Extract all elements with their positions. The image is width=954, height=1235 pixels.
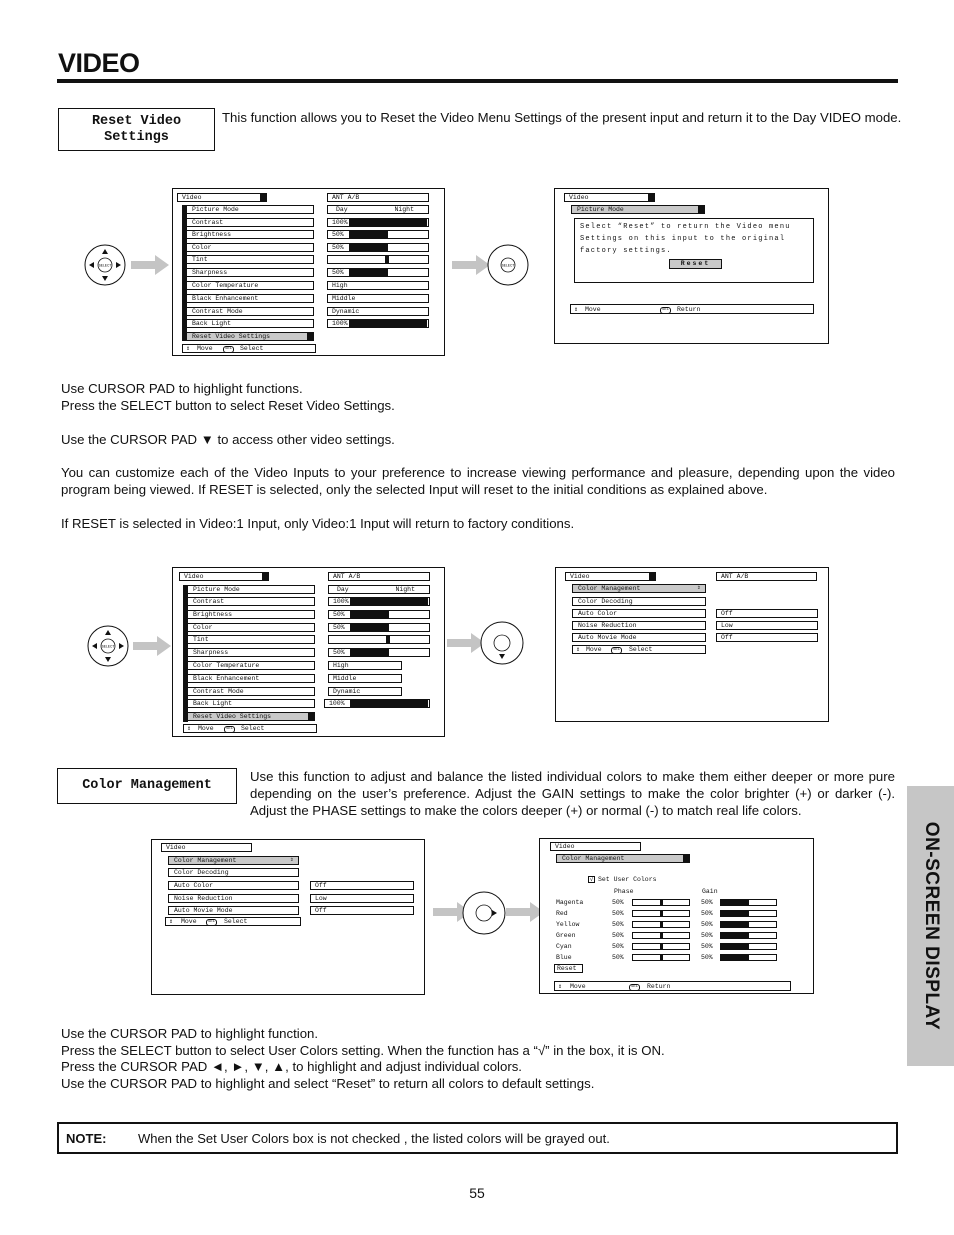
dropdown-arrow-icon xyxy=(698,205,705,214)
user-color-name: Blue xyxy=(556,954,572,961)
user-color-name: Magenta xyxy=(556,899,584,906)
menu-title: Video xyxy=(161,843,252,852)
back-light-value: 100% xyxy=(327,319,429,328)
cursor-pad-right xyxy=(462,891,506,935)
menu-item-color-temperature[interactable]: Color Temperature xyxy=(186,281,314,290)
sel-badge: SEL xyxy=(631,985,639,989)
set-user-colors-label: Set User Colors xyxy=(598,876,657,883)
move-label: Move xyxy=(198,725,214,732)
menu-item-auto-color[interactable]: Auto Color xyxy=(572,609,706,618)
menu-item-auto-movie-mode[interactable]: Auto Movie Mode xyxy=(168,906,299,915)
menu-item-sharpness[interactable]: Sharpness xyxy=(186,268,314,277)
menu-item-black-enhancement[interactable]: Black Enhancement xyxy=(187,674,315,683)
user-color-gain-value: 50% xyxy=(701,899,713,906)
menu-item-black-enhancement[interactable]: Black Enhancement xyxy=(186,294,314,303)
osd-screen-color-menu xyxy=(555,567,829,722)
cursor-pad-down xyxy=(480,621,524,665)
user-color-phase-value: 50% xyxy=(612,943,624,950)
brightness-bar xyxy=(349,231,388,238)
contrast-value: 100% xyxy=(328,597,430,606)
menu-title: Video xyxy=(565,572,656,581)
sharpness-value: 50% xyxy=(327,268,429,277)
user-color-phase-value: 50% xyxy=(612,899,624,906)
osd-footer xyxy=(570,304,814,314)
osd-footer xyxy=(572,645,706,654)
osd-screen-main-menu xyxy=(172,188,445,356)
menu-item-contrast[interactable]: Contrast xyxy=(186,218,314,227)
sel-badge: SEL xyxy=(662,308,670,312)
sharpness-bar xyxy=(350,649,389,656)
input-name: ANT A/B xyxy=(327,193,429,202)
move-label: Move xyxy=(586,646,602,653)
user-color-gain-bar xyxy=(721,922,749,927)
contrast-bar xyxy=(349,219,427,226)
menu-item-picture-mode[interactable]: Picture Mode xyxy=(187,585,315,594)
user-color-gain-bar xyxy=(721,933,749,938)
arrow-right-icon xyxy=(131,255,169,275)
noise-reduction-value: Low xyxy=(716,621,818,630)
tint-marker xyxy=(386,636,390,643)
user-color-gain-value: 50% xyxy=(701,954,713,961)
menu-item-color-temperature[interactable]: Color Temperature xyxy=(187,661,315,670)
menu-item-picture-mode[interactable]: Picture Mode xyxy=(186,205,314,214)
value-day: Day xyxy=(336,206,348,213)
color-temperature-value: High xyxy=(328,661,402,670)
select-label: Select xyxy=(241,725,265,732)
sel-badge: SEL xyxy=(613,648,621,652)
other-settings-instruction: Use the CURSOR PAD ▼ to access other video settings. xyxy=(61,432,395,447)
updown-arrows-icon: ⇕ xyxy=(169,918,173,925)
menu-item-back-light[interactable]: Back Light xyxy=(187,699,315,708)
color-instruction-2: Press the SELECT button to select User Colors setting. When the function has a “√” in the box, it is ON. xyxy=(61,1043,665,1058)
move-label: Move xyxy=(181,918,197,925)
color-value: 50% xyxy=(327,243,429,252)
input-name: ANT A/B xyxy=(716,572,817,581)
note-box xyxy=(57,1122,898,1154)
menu-item-sharpness[interactable]: Sharpness xyxy=(187,648,315,657)
brightness-bar xyxy=(350,611,389,618)
menu-title: Video xyxy=(550,842,641,851)
menu-title-tab xyxy=(260,193,266,202)
menu-item-tint[interactable]: Tint xyxy=(186,255,314,264)
sel-badge: SEL xyxy=(226,727,234,731)
back-light-bar xyxy=(349,320,427,327)
return-label: Return xyxy=(677,306,701,313)
menu-item-back-light[interactable]: Back Light xyxy=(186,319,314,328)
updown-arrows-icon: ⇕ xyxy=(187,725,191,732)
user-color-phase-marker xyxy=(660,911,663,916)
osd-screen-reset-dialog xyxy=(554,188,829,344)
menu-item-contrast-mode[interactable]: Contrast Mode xyxy=(187,687,315,696)
tint-marker xyxy=(385,256,389,263)
brightness-value: 50% xyxy=(327,230,429,239)
updown-arrows-icon: ⇕ xyxy=(576,646,580,653)
value-night: Night xyxy=(394,206,414,213)
menu-title-tab xyxy=(262,572,268,581)
reset-instruction-2: Press the SELECT button to select Reset Video Settings. xyxy=(61,398,395,413)
menu-item-auto-movie-mode[interactable]: Auto Movie Mode xyxy=(572,633,706,642)
page-number: 55 xyxy=(469,1185,485,1201)
title-rule xyxy=(57,79,898,83)
updown-arrows-icon: ⇕ xyxy=(697,584,701,591)
auto-movie-mode-value: Off xyxy=(310,906,414,915)
contrast-value: 100% xyxy=(327,218,429,227)
contrast-mode-value: Dynamic xyxy=(328,687,402,696)
updown-arrows-icon: ⇕ xyxy=(186,345,190,352)
user-color-gain-bar xyxy=(721,911,749,916)
user-color-gain-bar xyxy=(721,900,749,905)
menu-item-noise-reduction[interactable]: Noise Reduction xyxy=(168,894,299,903)
move-label: Move xyxy=(197,345,213,352)
color-temperature-value: High xyxy=(327,281,429,290)
user-colors-reset-button[interactable]: Reset xyxy=(554,964,583,973)
color-bar xyxy=(350,624,389,631)
user-color-phase-value: 50% xyxy=(612,921,624,928)
page-title: VIDEO xyxy=(58,48,140,78)
color-management-label: Color Management xyxy=(57,768,237,804)
menu-title-tab xyxy=(648,193,655,202)
move-label: Move xyxy=(585,306,601,313)
user-color-phase-marker xyxy=(660,900,663,905)
picture-mode-value xyxy=(328,585,430,594)
osd-screen-color-menu-2 xyxy=(151,839,425,995)
user-color-phase-marker xyxy=(660,933,663,938)
color-instruction-4: Use the CURSOR PAD to highlight and select “Reset” to return all colors to default settings. xyxy=(61,1076,595,1091)
back-light-bar xyxy=(350,700,428,707)
osd-screen-main-menu-2 xyxy=(172,567,445,737)
menu-item-auto-color[interactable]: Auto Color xyxy=(168,881,299,890)
menu-item-noise-reduction[interactable]: Noise Reduction xyxy=(572,621,706,630)
user-color-phase-value: 50% xyxy=(612,932,624,939)
user-color-name: Red xyxy=(556,910,568,917)
auto-color-value: Off xyxy=(310,881,414,890)
select-button-label: SELECT xyxy=(101,644,115,649)
submenu-arrow-icon xyxy=(308,712,315,721)
user-color-phase-marker xyxy=(660,922,663,927)
select-label: Select xyxy=(224,918,248,925)
color-bar xyxy=(349,244,388,251)
noise-reduction-value: Low xyxy=(310,894,414,903)
gain-header: Gain xyxy=(702,888,718,895)
submenu-color-management[interactable]: Color Management xyxy=(556,854,690,863)
menu-item-brightness[interactable]: Brightness xyxy=(186,230,314,239)
tint-value xyxy=(327,255,429,264)
user-color-phase-marker xyxy=(660,955,663,960)
user-color-gain-value: 50% xyxy=(701,932,713,939)
select-button-label: SELECT xyxy=(98,263,112,268)
value-night: Night xyxy=(395,586,415,593)
updown-arrows-icon: ⇕ xyxy=(574,306,578,313)
user-color-phase-value: 50% xyxy=(612,954,624,961)
submenu-picture-mode[interactable]: Picture Mode xyxy=(571,205,705,214)
user-color-gain-value: 50% xyxy=(701,921,713,928)
reset-instruction-1: Use CURSOR PAD to highlight functions. xyxy=(61,381,303,396)
menu-item-color-management[interactable]: Color Management xyxy=(572,584,706,593)
color-management-description: Use this function to adjust and balance the listed individual colors to make them either deeper or more pure depending on the user’s preference. Adjust the GAIN settings to make the color brighter (+) or darker (-). Adjust the PHASE settings to make the colors deeper (+) or normal (-) to match real life colors. xyxy=(250,769,895,818)
auto-movie-mode-value: Off xyxy=(716,633,818,642)
side-tab-label: ON-SCREEN DISPLAY xyxy=(920,821,942,1031)
brightness-value: 50% xyxy=(328,610,430,619)
menu-item-contrast-mode[interactable]: Contrast Mode xyxy=(186,307,314,316)
arrow-right-icon xyxy=(452,255,490,275)
submenu-arrow-icon xyxy=(307,332,314,341)
menu-item-color-decoding[interactable]: Color Decoding xyxy=(572,597,706,606)
user-color-gain-value: 50% xyxy=(701,943,713,950)
osd-footer xyxy=(554,981,791,991)
arrow-right-icon xyxy=(133,636,171,656)
menu-title: Video xyxy=(179,572,269,581)
move-label: Move xyxy=(570,983,586,990)
contrast-mode-value: Dynamic xyxy=(327,307,429,316)
picture-mode-value xyxy=(327,205,429,214)
menu-title: Video xyxy=(177,193,267,202)
updown-arrows-icon: ⇕ xyxy=(290,856,294,863)
user-color-name: Yellow xyxy=(556,921,580,928)
auto-color-value: Off xyxy=(716,609,818,618)
user-color-name: Cyan xyxy=(556,943,572,950)
black-enhancement-value: Middle xyxy=(327,294,429,303)
note-label: NOTE: xyxy=(66,1131,107,1146)
select-label: Select xyxy=(240,345,264,352)
side-tab xyxy=(907,786,954,1066)
dropdown-arrow-icon xyxy=(683,854,690,863)
menu-item-tint[interactable]: Tint xyxy=(187,635,315,644)
menu-item-color-decoding[interactable]: Color Decoding xyxy=(168,868,299,877)
sel-badge: SEL xyxy=(208,920,216,924)
customize-paragraph: You can customize each of the Video Inputs to your preference to increase viewing performance and pleasure, depending upon the video program being viewed. If RESET is selected, only the selected Input will reset to the initial conditions as explained above. xyxy=(61,465,895,497)
note-text: When the Set User Colors box is not checked , the listed colors will be grayed out. xyxy=(138,1131,610,1146)
menu-item-contrast[interactable]: Contrast xyxy=(187,597,315,606)
menu-item-brightness[interactable]: Brightness xyxy=(187,610,315,619)
color-value: 50% xyxy=(328,623,430,632)
contrast-bar xyxy=(350,598,428,605)
select-button-label: SELECT xyxy=(501,263,515,268)
menu-item-reset-video-settings[interactable]: Reset Video Settings xyxy=(186,332,314,341)
reset-dialog-message: Select “Reset” to return the Video menu Settings on this input to the original factory settings. xyxy=(580,223,791,255)
sharpness-value: 50% xyxy=(328,648,430,657)
video1-note: If RESET is selected in Video:1 Input, only Video:1 Input will return to factory conditions. xyxy=(61,516,575,531)
menu-item-color-management[interactable]: Color Management xyxy=(168,856,299,865)
select-label: Select xyxy=(629,646,653,653)
return-label: Return xyxy=(647,983,671,990)
osd-screen-user-colors xyxy=(539,838,814,994)
updown-arrows-icon: ⇕ xyxy=(558,983,562,990)
color-instruction-3: Press the CURSOR PAD ◄, ►, ▼, ▲, to highlight and adjust individual colors. xyxy=(61,1059,522,1074)
osd-footer xyxy=(182,344,316,353)
value-day: Day xyxy=(337,586,349,593)
cursor-pad xyxy=(84,244,126,286)
cursor-pad xyxy=(87,625,129,667)
back-light-value: 100% xyxy=(324,699,430,708)
color-instruction-1: Use the CURSOR PAD to highlight function. xyxy=(61,1026,319,1041)
reset-video-settings-label: Reset Video Settings xyxy=(58,108,215,151)
black-enhancement-value: Middle xyxy=(328,674,402,683)
user-color-phase-value: 50% xyxy=(612,910,624,917)
menu-title-tab xyxy=(649,572,656,581)
tint-value xyxy=(328,635,430,644)
user-color-gain-bar xyxy=(721,955,749,960)
user-color-gain-value: 50% xyxy=(701,910,713,917)
menu-title: Video xyxy=(564,193,655,202)
phase-header: Phase xyxy=(614,888,634,895)
sharpness-bar xyxy=(349,269,388,276)
cursor-pad xyxy=(487,244,529,286)
set-user-colors-checkbox[interactable]: √ xyxy=(589,876,594,883)
osd-footer xyxy=(183,724,317,733)
user-color-phase-marker xyxy=(660,944,663,949)
osd-footer xyxy=(165,917,301,926)
user-color-gain-bar xyxy=(721,944,749,949)
user-color-name: Green xyxy=(556,932,576,939)
sel-badge: SEL xyxy=(225,347,233,351)
reset-button[interactable]: Reset xyxy=(669,259,722,269)
menu-item-reset-video-settings[interactable]: Reset Video Settings xyxy=(187,712,315,721)
input-name: ANT A/B xyxy=(328,572,430,581)
menu-item-color[interactable]: Color xyxy=(187,623,315,632)
menu-item-color[interactable]: Color xyxy=(186,243,314,252)
reset-description: This function allows you to Reset the Video Menu Settings of the present input and return it to the Day VIDEO mode. xyxy=(222,110,902,125)
